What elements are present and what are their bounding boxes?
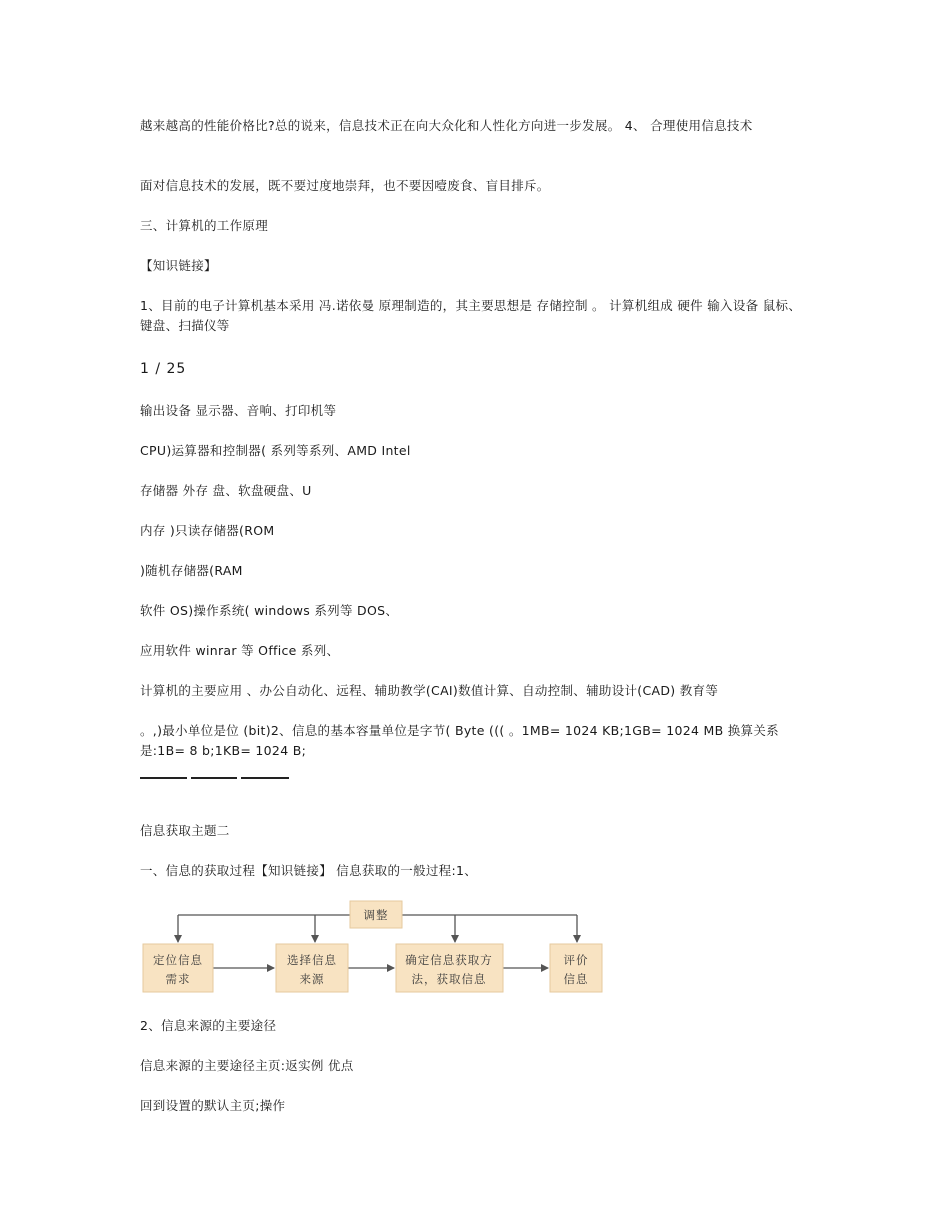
paragraph-os: 软件 OS)操作系统( windows 系列等 DOS、: [140, 603, 399, 618]
page-number: 1 / 25: [140, 361, 187, 377]
step-label-line: 定位信息: [153, 953, 203, 967]
paragraph-storage-units: 。,)最小单位是位 (bit)2、信息的基本容量单位是字节( Byte ((( 。1MB= 1024 KB;1GB= 1024 MB 换算关系是:1B= 8 b;1KB= 1024 B;: [140, 723, 779, 758]
paragraph-cpu: CPU)运算器和控制器( 系列等系列、AMD Intel: [140, 443, 411, 458]
acquisition-process-diagram: [140, 898, 610, 998]
paragraph-ram: )随机存储器(RAM: [140, 563, 243, 578]
step-label-line: 选择信息: [287, 953, 337, 967]
paragraph-acquisition-process: 一、信息的获取过程【知识链接】 信息获取的一般过程:1、: [140, 863, 478, 878]
paragraph-default-homepage: 回到设置的默认主页;操作: [140, 1098, 286, 1113]
knowledge-link-label: 【知识链接】: [140, 258, 217, 273]
section-heading-computer-principle: 三、计算机的工作原理: [140, 218, 269, 233]
step-label-line: 法，获取信息: [411, 972, 487, 986]
paragraph-tech-attitude: 面对信息技术的发展，既不要过度地崇拜，也不要因噎废食、盲目排斥。: [140, 178, 550, 193]
separator-rule: [140, 777, 187, 779]
adjust-label: 调整: [363, 908, 389, 922]
paragraph-info-sources: 2、信息来源的主要途径: [140, 1018, 277, 1033]
step-label-line: 需求: [165, 972, 191, 986]
paragraph-von-neumann: 1、目前的电子计算机基本采用 冯.诺依曼 原理制造的，其主要思想是 存储控制 。 计算机组成 硬件 输入设备 鼠标、键盘、扫描仪等: [140, 298, 802, 333]
step-label-line: 信息: [563, 972, 589, 986]
step-label-line: 评价: [563, 953, 589, 967]
process-flow-svg: [140, 898, 610, 998]
paragraph-storage: 存储器 外存 盘、软盘硬盘、U: [140, 483, 312, 498]
paragraph-homepage: 信息来源的主要途径主页:返实例 优点: [140, 1058, 354, 1073]
paragraph-output-devices: 输出设备 显示器、音响、打印机等: [140, 403, 337, 418]
separator-rule: [241, 777, 289, 779]
paragraph-rom: 内存 )只读存储器(ROM: [140, 523, 275, 538]
step-label-line: 确定信息获取方: [405, 953, 493, 967]
paragraph-computer-applications: 计算机的主要应用 、办公自动化、远程、辅助教学(CAI)数值计算、自动控制、辅助设计(CAD) 教育等: [140, 683, 719, 698]
paragraph-app-software: 应用软件 winrar 等 Office 系列、: [140, 643, 340, 658]
separator-rule: [191, 777, 237, 779]
step-label-line: 来源: [299, 972, 325, 986]
theme-heading-info-acquisition: 信息获取主题二: [140, 823, 230, 838]
paragraph-tech-trend: 越来越高的性能价格比?总的说来，信息技术正在向大众化和人性化方向进一步发展。 4、 合理使用信息技术: [140, 118, 753, 133]
